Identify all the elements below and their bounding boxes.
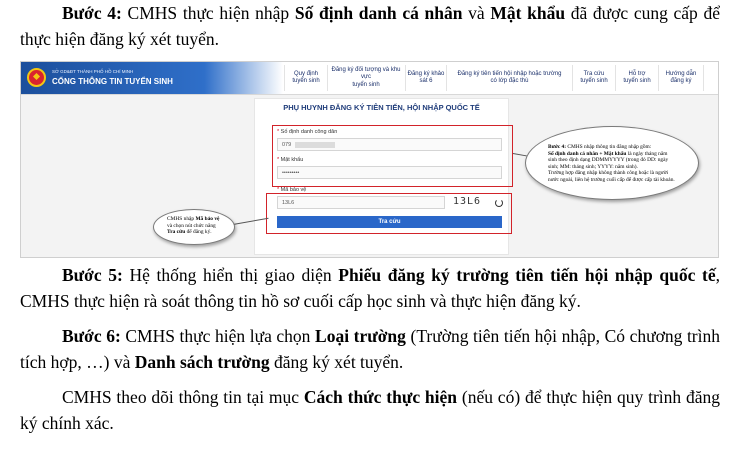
note-bold-1: Cách thức thực hiện (303, 387, 458, 407)
step6-text-1: CMHS thực hiện lựa chọn (120, 326, 316, 346)
step5-label: Bước 5: (62, 265, 123, 285)
callout-step4-line5: Trường hợp đăng nhập không thành công hoặc là người (548, 170, 669, 177)
highlight-login-fields (272, 125, 513, 187)
password-input[interactable]: ••••••••• (277, 166, 502, 179)
nav-dang-ky-doi-tuong[interactable]: Đăng ký đối tượng và khu vực tuyển sinh (327, 65, 406, 91)
lookup-button[interactable]: Tra cứu (277, 216, 502, 228)
id-number-input[interactable]: 079 (277, 138, 502, 151)
portal-header (21, 62, 718, 95)
step6-text-2: (Trường tiên tiến hội nhập, Có chương trình tích hợp, …) và (20, 326, 720, 372)
note-text-1: CMHS theo dõi thông tin tại mục (62, 387, 304, 407)
password-label: * Mật khẩu (277, 157, 304, 163)
callout-step4-line4: sinh; MM: tháng sinh; YYYY: năm sinh). (548, 163, 638, 170)
captcha-label: * Mã bảo vệ (277, 187, 307, 193)
form-title: PHỤ HUYNH ĐĂNG KÝ TIÊN TIẾN, HỘI NHẬP QUỐC TẾ (283, 103, 480, 112)
step6-paragraph (20, 323, 720, 375)
callout-step4-line3: sinh theo định dạng DDMMYYYY (trong đó DD: ngày (548, 157, 669, 164)
step4-paragraph (20, 0, 720, 52)
note-paragraph (20, 384, 720, 436)
step4-bold-2: Mật khẩu (490, 3, 566, 23)
callout-captcha-line1: CMHS nhập Mã bảo vệ (167, 216, 220, 222)
step5-paragraph (20, 262, 720, 314)
nav-quy-dinh[interactable]: Quy định tuyển sinh (284, 65, 328, 91)
step6-bold-1: Loại trường (315, 326, 406, 346)
step4-text-1: CMHS thực hiện nhập (121, 3, 295, 23)
step6-text-3: đăng ký xét tuyển. (269, 352, 404, 372)
brand-subtitle: SỞ GD&ĐT THÀNH PHỐ HỒ CHÍ MINH (52, 69, 134, 74)
callout-step4-line1: Bước 4: CMHS nhập thông tin đăng nhập gồm: (548, 144, 652, 150)
nav-dang-ky-tien-tien[interactable]: Đăng ký tiên tiến hội nhập hoặc trường có lớp đặc thù (447, 65, 573, 91)
portal-screenshot (20, 61, 719, 258)
captcha-input[interactable]: 13L6 (277, 196, 445, 209)
step6-bold-2: Danh sách trường (134, 352, 270, 372)
callout-step4-line6: nước ngoài, liên hệ trường cuối cấp để được cấp tài khoản. (548, 176, 675, 183)
step4-text-3: đã được cung cấp để thực hiện đăng ký xét tuyển. (20, 3, 720, 49)
brand-bar (21, 62, 283, 94)
highlight-captcha-area (266, 193, 512, 234)
step6-label: Bước 6: (62, 326, 121, 346)
callout-step4 (525, 126, 699, 200)
callout-captcha (153, 209, 235, 245)
nav-ho-tro[interactable]: Hỗ trợ tuyển sinh (616, 65, 659, 91)
step4-label: Bước 4: (62, 3, 122, 23)
captcha-image: 13L6 (453, 196, 482, 207)
step5-text-2: , CMHS thực hiện rà soát thông tin hồ sơ cuối cấp học sinh và thực hiện đăng ký. (20, 265, 720, 311)
department-logo-icon (27, 68, 46, 87)
nav-tra-cuu[interactable]: Tra cứu tuyển sinh (573, 65, 616, 91)
callout-step4-line2: Số định danh cá nhân + Mật khẩu là ngày tháng năm (548, 150, 668, 157)
brand-title: CỔNG THÔNG TIN TUYỂN SINH (52, 77, 173, 86)
connector-right (513, 153, 527, 156)
step5-bold-1: Phiếu đăng ký trường tiên tiến hội nhập quốc tế (338, 265, 716, 285)
id-number-label: * Số định danh công dân (277, 129, 338, 135)
nav-dang-ky-khao-sat[interactable]: Đăng ký khảo sát 6 (406, 65, 447, 91)
note-text-2: (nếu có) để thực hiện quy trình đăng ký chính xác. (20, 387, 720, 433)
step4-text-2: và (462, 3, 491, 23)
callout-captcha-line2: và chọn nút chức năng (167, 222, 216, 229)
nav-huong-dan[interactable]: Hướng dẫn đăng ký (659, 65, 704, 91)
callout-captcha-line3: Tra cứu để đăng ký. (167, 229, 212, 236)
step5-text-1: Hệ thống hiển thị giao diện (122, 265, 339, 285)
step4-bold-1: Số định danh cá nhân (294, 3, 463, 23)
